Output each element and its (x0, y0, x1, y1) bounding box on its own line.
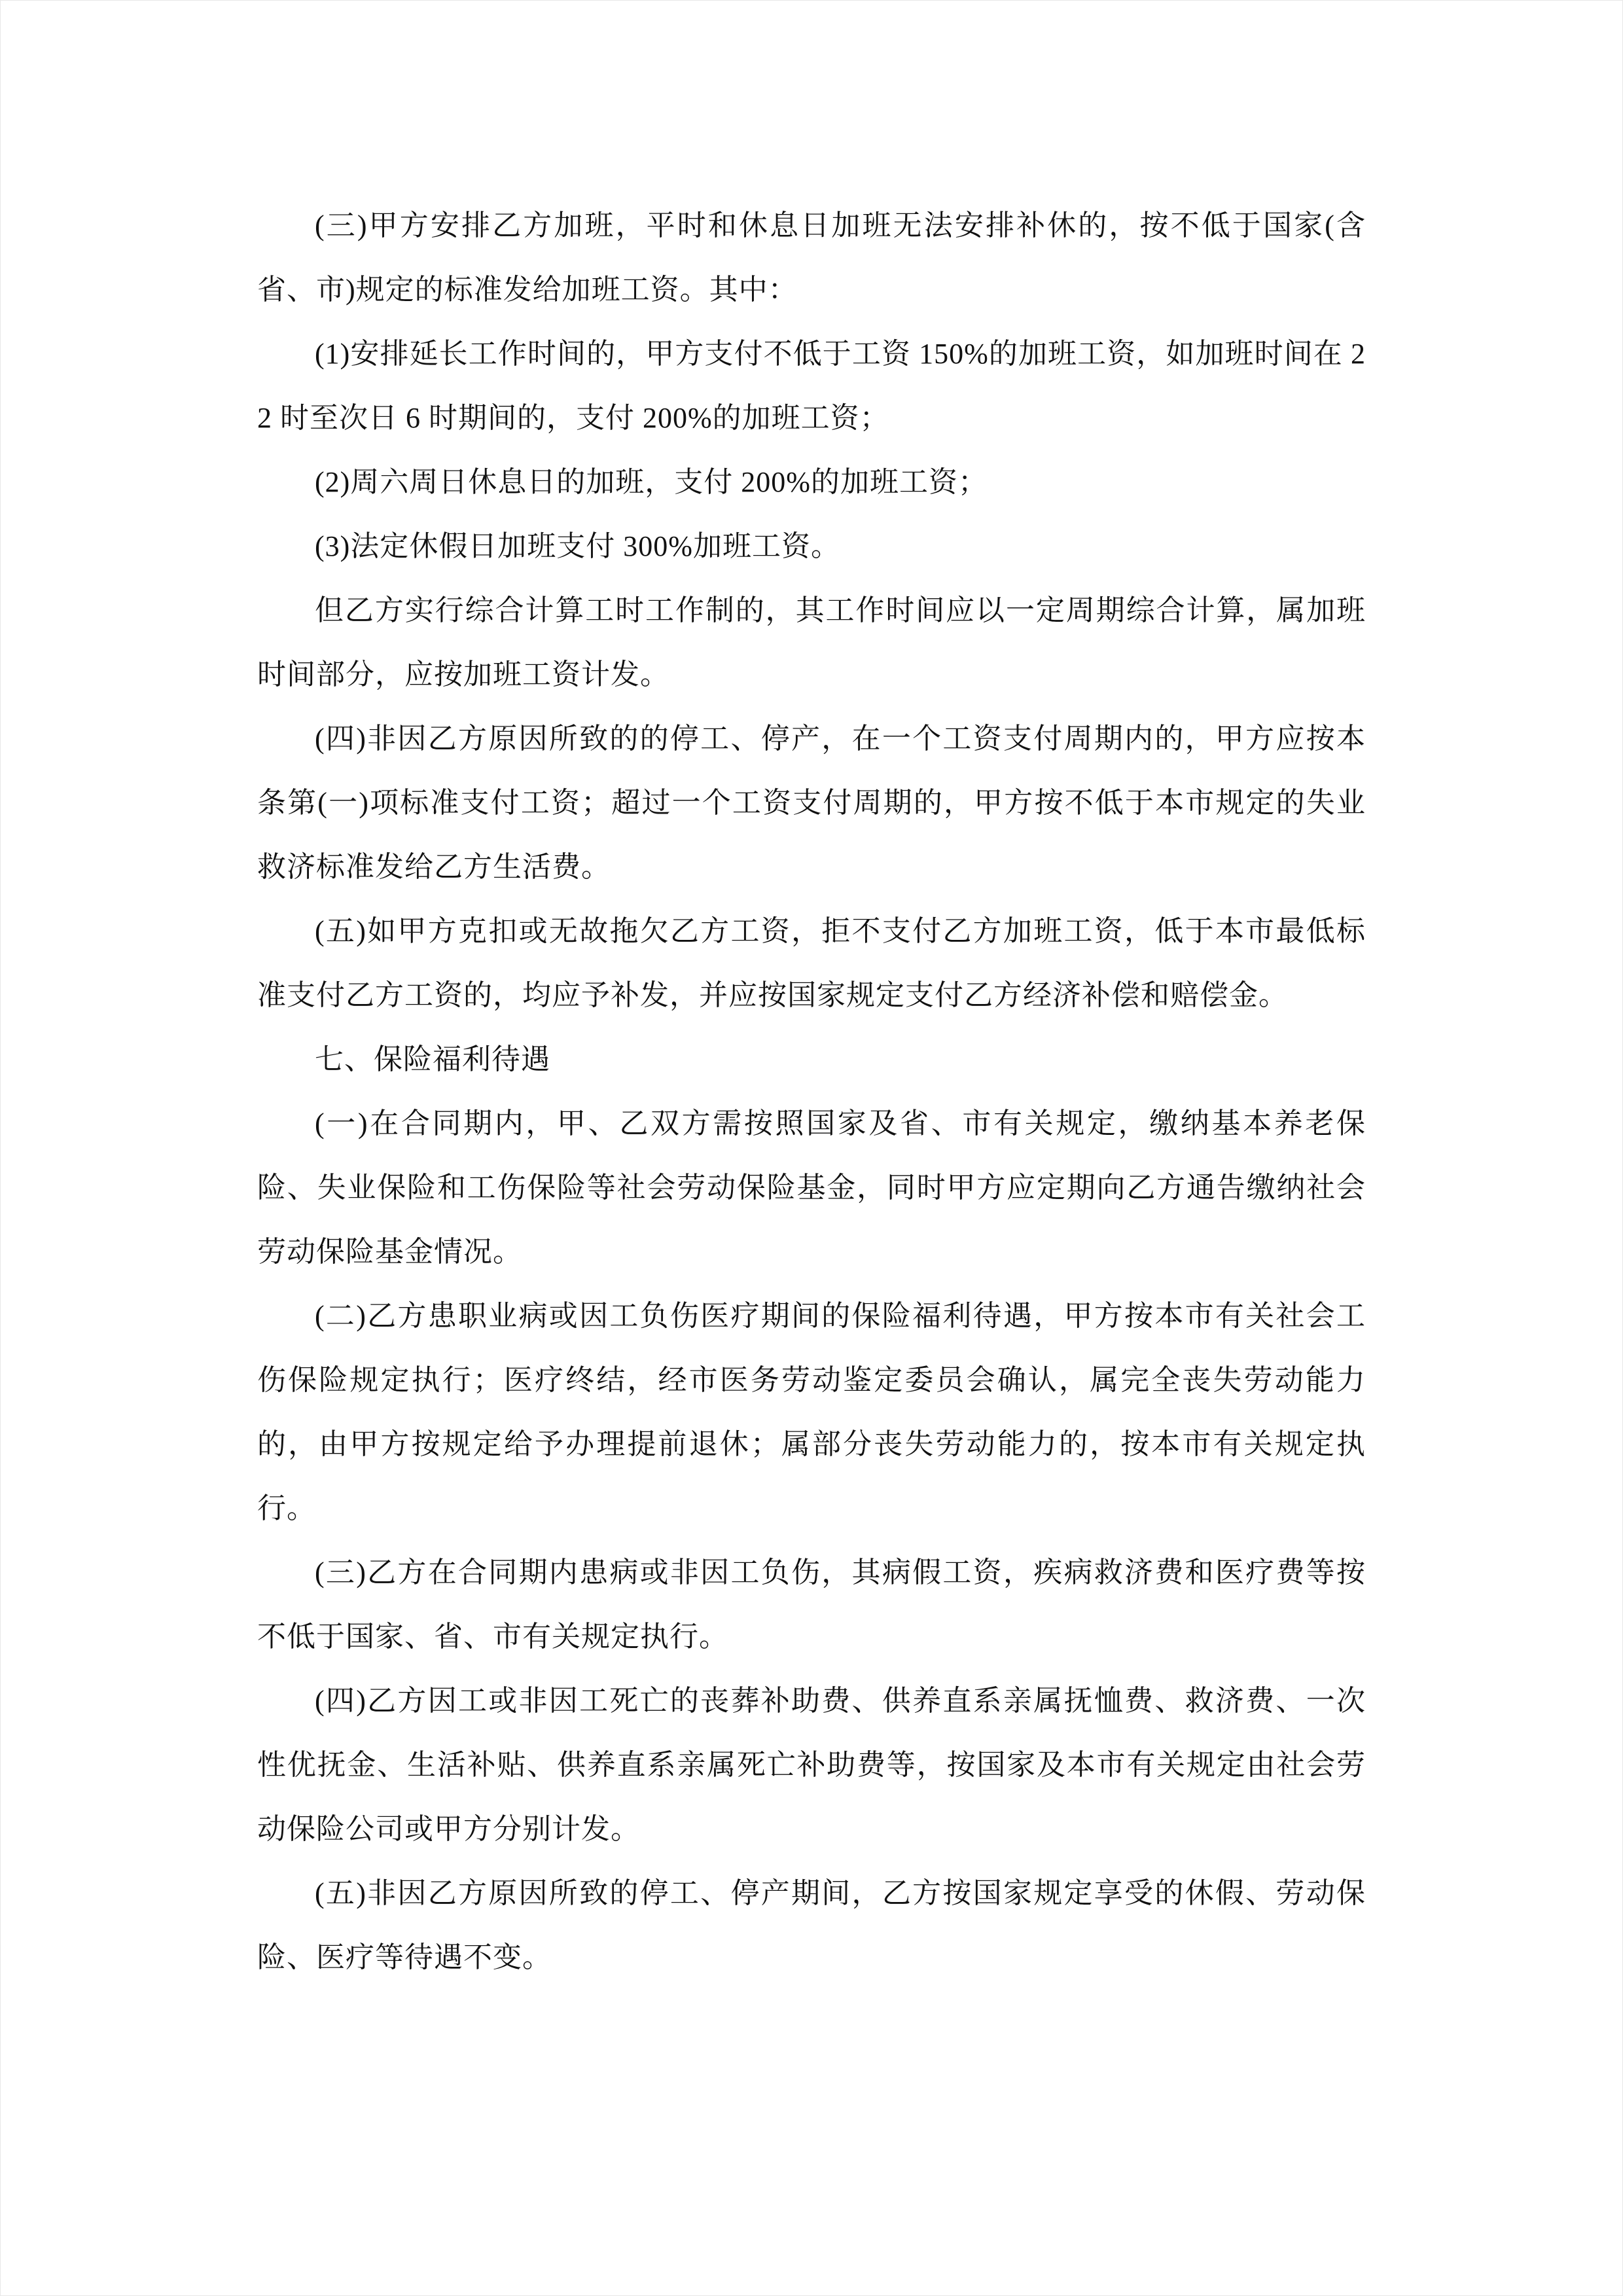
paragraph: (一)在合同期内，甲、乙双方需按照国家及省、市有关规定，缴纳基本养老保险、失业保险和工伤保险等社会劳动保险基金，同时甲方应定期向乙方通告缴纳社会劳动保险基金情况。 (257, 1107, 1366, 1268)
paragraph: 但乙方实行综合计算工时工作制的，其工作时间应以一定周期综合计算，属加班时间部分，应按加班工资计发。 (257, 594, 1366, 691)
paragraph: (四)非因乙方原因所致的的停工、停产，在一个工资支付周期内的，甲方应按本条第(一)项标准支付工资；超过一个工资支付周期的，甲方按不低于本市规定的失业救济标准发给乙方生活费。 (257, 723, 1366, 883)
document-body (257, 194, 1366, 1990)
section-heading: 七、保险福利待遇 (315, 1043, 550, 1075)
paragraph: (3)法定休假日加班支付 300%加班工资。 (315, 530, 840, 562)
paragraph: (1)安排延长工作时间的，甲方支付不低于工资 150%的加班工资，如加班时间在 22 时至次日 6 时期间的，支付 200%的加班工资； (257, 338, 1366, 434)
paragraph: (二)乙方患职业病或因工负伤医疗期间的保险福利待遇，甲方按本市有关社会工伤保险规定执行；医疗终结，经市医务劳动鉴定委员会确认，属完全丧失劳动能力的，由甲方按规定给予办理提前退休；属部分丧失劳动能力的，按本市有关规定执行。 (257, 1300, 1366, 1524)
paragraph: (四)乙方因工或非因工死亡的丧葬补助费、供养直系亲属抚恤费、救济费、一次性优抚金、生活补贴、供养直系亲属死亡补助费等，按国家及本市有关规定由社会劳动保险公司或甲方分别计发。 (257, 1685, 1366, 1845)
paragraph: (五)如甲方克扣或无故拖欠乙方工资，拒不支付乙方加班工资，低于本市最低标准支付乙方工资的，均应予补发，并应按国家规定支付乙方经济补偿和赔偿金。 (257, 915, 1366, 1011)
paragraph: (五)非因乙方原因所致的停工、停产期间，乙方按国家规定享受的休假、劳动保险、医疗等待遇不变。 (257, 1877, 1366, 1973)
paragraph: (2)周六周日休息日的加班，支付 200%的加班工资； (315, 466, 988, 498)
paragraph: (三)乙方在合同期内患病或非因工负伤，其病假工资，疾病救济费和医疗费等按不低于国家、省、市有关规定执行。 (257, 1556, 1366, 1653)
paragraph: (三)甲方安排乙方加班，平时和休息日加班无法安排补休的，按不低于国家(含省、市)规定的标准发给加班工资。其中： (257, 209, 1366, 306)
